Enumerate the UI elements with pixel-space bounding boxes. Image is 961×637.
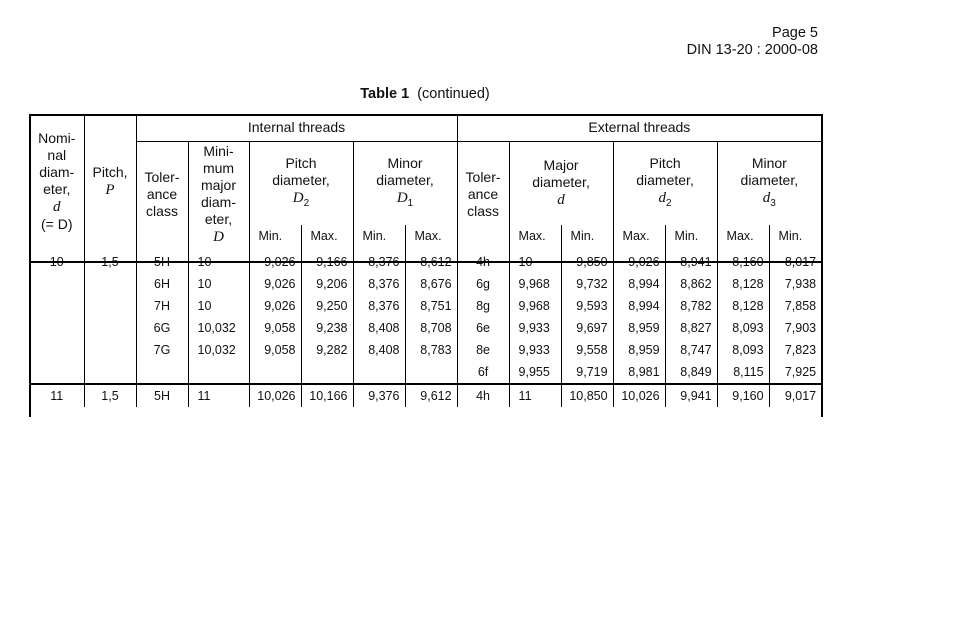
table-row xyxy=(30,273,821,295)
col-major-diameter-external: Major diameter, d xyxy=(509,141,613,225)
cell-md-max: 9,612 xyxy=(405,384,457,407)
cell-tol-e: 8e xyxy=(457,339,509,361)
col-tolerance-class-internal: Toler- ance class xyxy=(136,141,188,247)
cell-tol-e: 6e xyxy=(457,317,509,339)
col-pitch: Pitch, P xyxy=(84,115,136,247)
cell-maj-min: 9,697 xyxy=(561,317,613,339)
cell-tol-i: 7H xyxy=(136,295,188,317)
cell-tol-i: 6G xyxy=(136,317,188,339)
cell-maj-max: 9,933 xyxy=(509,339,561,361)
cell-pd-max: 9,238 xyxy=(301,317,353,339)
cell-tol-i: 6H xyxy=(136,273,188,295)
cell-nominal: 11 xyxy=(30,384,84,407)
cell-d3-min xyxy=(769,247,821,273)
cell-d3-min: 7,903 xyxy=(769,317,821,339)
cell-pitch xyxy=(84,339,136,361)
cell-d3-max: 8,115 xyxy=(717,361,769,384)
subhead-min: Min. xyxy=(561,225,613,247)
cell-pd2-min: 8,782 xyxy=(665,295,717,317)
cell-nominal xyxy=(30,273,84,295)
cell-d3-max xyxy=(717,247,769,273)
table-row xyxy=(30,247,821,273)
cell-d3-min: 7,858 xyxy=(769,295,821,317)
header-bottom-rule xyxy=(29,261,821,263)
cell-md-max xyxy=(405,361,457,384)
cell-min-major: 10 xyxy=(188,273,249,295)
cell-d3-min: 7,938 xyxy=(769,273,821,295)
cell-d3-max: 8,128 xyxy=(717,295,769,317)
cell-d3-max: 8,093 xyxy=(717,339,769,361)
subhead-min: Min. xyxy=(353,225,405,247)
subhead-max: Max. xyxy=(613,225,665,247)
cell-md-max: 8,676 xyxy=(405,273,457,295)
cell-pd2-max: 8,959 xyxy=(613,339,665,361)
cell-d3-min: 7,925 xyxy=(769,361,821,384)
cell-md-max: 8,783 xyxy=(405,339,457,361)
col-minor-diameter-external: Minor diameter, $d_3$ xyxy=(717,141,821,225)
cell-pd-max: 9,206 xyxy=(301,273,353,295)
cell-pd-max: 10,166 xyxy=(301,384,353,407)
table-caption xyxy=(0,86,850,102)
cell-min-major: 10,032 xyxy=(188,339,249,361)
cell-pd2-min: 8,747 xyxy=(665,339,717,361)
cell-tol-e xyxy=(457,247,509,273)
cell-maj-max: 9,955 xyxy=(509,361,561,384)
cell-maj-min: 10,850 xyxy=(561,384,613,407)
cell-pd-max xyxy=(301,361,353,384)
cell-pd2-max: 8,959 xyxy=(613,317,665,339)
cell-pd-min: 9,026 xyxy=(249,295,301,317)
cell-d3-max: 8,128 xyxy=(717,273,769,295)
cell-maj-max: 9,968 xyxy=(509,295,561,317)
cell-d3-min: 7,823 xyxy=(769,339,821,361)
cell-pitch xyxy=(84,273,136,295)
col-minimum-major-diameter: Mini- mum major diam- eter, D xyxy=(188,141,249,247)
cell-pd2-min xyxy=(665,247,717,273)
cell-maj-min: 9,558 xyxy=(561,339,613,361)
col-minor-diameter-internal: Minor diameter, $D_1$ xyxy=(353,141,457,225)
cell-tol-e: 6g xyxy=(457,273,509,295)
cell-md-min: 9,376 xyxy=(353,384,405,407)
cell-tol-e: 8g xyxy=(457,295,509,317)
cell-pd2-max: 8,994 xyxy=(613,273,665,295)
subhead-min: Min. xyxy=(665,225,717,247)
cell-md-min: 8,376 xyxy=(353,295,405,317)
cell-pd2-min: 8,862 xyxy=(665,273,717,295)
col-pitch-diameter-external: Pitch diameter, $d_2$ xyxy=(613,141,717,225)
cell-pitch xyxy=(84,317,136,339)
cell-pd-min: 10,026 xyxy=(249,384,301,407)
cell-pd2-max xyxy=(613,247,665,273)
cell-d3-min: 9,017 xyxy=(769,384,821,407)
cell-pitch: 1,5 xyxy=(84,384,136,407)
cell-maj-max xyxy=(509,247,561,273)
cell-tol-i xyxy=(136,247,188,273)
cell-pd2-max: 10,026 xyxy=(613,384,665,407)
cell-tol-i: 7G xyxy=(136,339,188,361)
cell-min-major: 11 xyxy=(188,384,249,407)
table-row xyxy=(30,361,821,384)
cell-pd-max: 9,250 xyxy=(301,295,353,317)
cell-min-major xyxy=(188,247,249,273)
cell-pd2-max: 8,994 xyxy=(613,295,665,317)
cell-pitch xyxy=(84,295,136,317)
cell-pd2-min: 8,827 xyxy=(665,317,717,339)
cell-pd-min xyxy=(249,247,301,273)
cell-maj-min: 9,593 xyxy=(561,295,613,317)
cell-tol-e: 4h xyxy=(457,384,509,407)
cell-maj-max: 11 xyxy=(509,384,561,407)
table-row xyxy=(30,339,821,361)
cell-pitch xyxy=(84,361,136,384)
table-row xyxy=(30,384,821,407)
cell-pd2-min: 9,941 xyxy=(665,384,717,407)
cell-min-major: 10,032 xyxy=(188,317,249,339)
cell-maj-max: 9,933 xyxy=(509,317,561,339)
page-number: Page 5 xyxy=(772,25,818,41)
cell-maj-max: 9,968 xyxy=(509,273,561,295)
table-label: Table 1 xyxy=(360,86,410,102)
cell-pd-min: 9,026 xyxy=(249,273,301,295)
cell-pitch xyxy=(84,247,136,273)
cell-pd2-min: 8,849 xyxy=(665,361,717,384)
cell-pd-min: 9,058 xyxy=(249,317,301,339)
col-pitch-diameter-internal: Pitch diameter, $D_2$ xyxy=(249,141,353,225)
cell-pd-min: 9,058 xyxy=(249,339,301,361)
cell-tol-e: 6f xyxy=(457,361,509,384)
document-id: DIN 13-20 : 2000-08 xyxy=(686,42,818,58)
cell-d3-max: 9,160 xyxy=(717,384,769,407)
cell-tol-i xyxy=(136,361,188,384)
cell-d3-max: 8,093 xyxy=(717,317,769,339)
cell-min-major xyxy=(188,361,249,384)
cell-nominal xyxy=(30,317,84,339)
table-row xyxy=(30,317,821,339)
col-tolerance-class-external: Toler- ance class xyxy=(457,141,509,247)
cell-md-min: 8,408 xyxy=(353,317,405,339)
table-row xyxy=(30,295,821,317)
cell-pd2-max: 8,981 xyxy=(613,361,665,384)
cell-maj-min xyxy=(561,247,613,273)
cell-pd-max xyxy=(301,247,353,273)
cell-tol-i: 5H xyxy=(136,384,188,407)
cell-pd-max: 9,282 xyxy=(301,339,353,361)
cell-md-min xyxy=(353,247,405,273)
subhead-max: Max. xyxy=(405,225,457,247)
group-external-threads: External threads xyxy=(457,115,821,141)
cell-pd-min xyxy=(249,361,301,384)
cell-nominal xyxy=(30,247,84,273)
cell-nominal xyxy=(30,295,84,317)
group-internal-threads: Internal threads xyxy=(136,115,457,141)
cell-maj-min: 9,732 xyxy=(561,273,613,295)
cell-md-min: 8,376 xyxy=(353,273,405,295)
cell-md-max: 8,751 xyxy=(405,295,457,317)
table-caption-suffix: (continued) xyxy=(417,86,490,102)
subhead-max: Max. xyxy=(509,225,561,247)
col-nominal-diameter: Nomi- nal diam- eter, d (= D) xyxy=(38,129,76,232)
cell-md-min: 8,408 xyxy=(353,339,405,361)
subhead-min: Min. xyxy=(249,225,301,247)
subhead-max: Max. xyxy=(301,225,353,247)
cell-md-max: 8,708 xyxy=(405,317,457,339)
cell-maj-min: 9,719 xyxy=(561,361,613,384)
cell-md-max xyxy=(405,247,457,273)
subhead-max: Max. xyxy=(717,225,769,247)
subhead-min: Min. xyxy=(769,225,821,247)
cell-nominal xyxy=(30,361,84,384)
cell-min-major: 10 xyxy=(188,295,249,317)
cell-md-min xyxy=(353,361,405,384)
cell-nominal xyxy=(30,339,84,361)
